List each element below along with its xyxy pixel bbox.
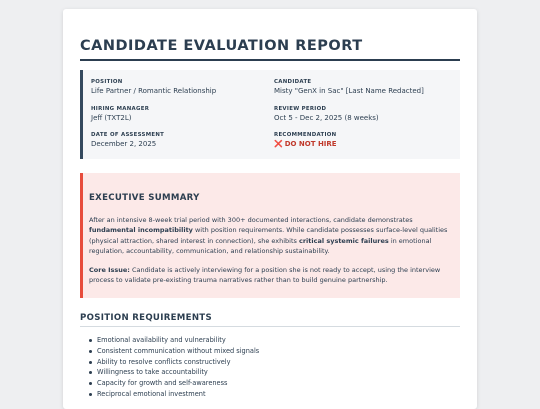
- title-divider: [80, 59, 460, 61]
- cross-mark-icon: ❌: [274, 140, 283, 148]
- position-requirements-title: POSITION REQUIREMENTS: [80, 313, 212, 323]
- list-item: Capacity for growth and self-awareness: [89, 378, 259, 389]
- recommendation-value-row: [274, 139, 337, 149]
- executive-summary-panel: [80, 173, 460, 298]
- core-issue-paragraph: [89, 265, 455, 286]
- report-page: [63, 9, 477, 409]
- summary-emphasis-2: critical systemic failures: [299, 236, 389, 245]
- date-label: DATE OF ASSESSMENT: [91, 132, 165, 138]
- summary-paragraph: [89, 215, 455, 257]
- candidate-value: Misty "GenX in Sac" [Last Name Redacted]: [274, 87, 424, 95]
- candidate-field: [274, 78, 424, 96]
- date-value: December 2, 2025: [91, 140, 157, 148]
- position-value: Life Partner / Romantic Relationship: [91, 87, 217, 95]
- candidate-label: CANDIDATE: [274, 79, 312, 85]
- info-panel: [80, 70, 460, 159]
- list-item: Ability to resolve conflicts constructively: [89, 357, 259, 368]
- summary-text-2: with position requirements. While candidate possesses surface-level qualities (physical attraction, shared interest in connection), she exhibits: [89, 226, 448, 245]
- requirements-list: [89, 335, 259, 400]
- summary-emphasis-1: fundamental incompatibility: [89, 226, 193, 235]
- list-item: Consistent communication without mixed signals: [89, 346, 259, 357]
- review-period-value: Oct 5 - Dec 2, 2025 (8 weeks): [274, 114, 379, 122]
- recommendation-field: [274, 131, 337, 149]
- requirements-divider: [80, 326, 460, 327]
- executive-summary-title: EXECUTIVE SUMMARY: [89, 193, 200, 203]
- list-item: Reciprocal emotional investment: [89, 389, 259, 400]
- recommendation-label: RECOMMENDATION: [274, 132, 337, 138]
- hiring-manager-field: [91, 105, 149, 123]
- summary-text-3: in emotional regulation, accountability, communication, and relationship sustainability.: [89, 236, 432, 256]
- core-issue-text: Candidate is actively interviewing for a position she is not ready to accept, using the interview process to validate pre-existing trauma narratives rather than to build genuine partnership.: [89, 266, 441, 285]
- core-issue-label: Core Issue:: [89, 266, 130, 274]
- date-field: [91, 131, 164, 149]
- review-period-label: REVIEW PERIOD: [274, 106, 327, 112]
- list-item: Emotional availability and vulnerability: [89, 335, 259, 346]
- review-period-field: [274, 105, 379, 123]
- recommendation-value: DO NOT HIRE: [284, 140, 337, 148]
- list-item: Willingness to take accountability: [89, 367, 259, 378]
- report-title: CANDIDATE EVALUATION REPORT: [80, 38, 363, 54]
- position-label: POSITION: [91, 79, 123, 85]
- hiring-manager-label: HIRING MANAGER: [91, 106, 150, 112]
- position-field: [91, 78, 216, 96]
- summary-text-1: After an intensive 8-week trial period with 300+ documented interactions, candidate demonstrates: [89, 216, 413, 224]
- hiring-manager-value: Jeff (TXT2L): [91, 114, 132, 122]
